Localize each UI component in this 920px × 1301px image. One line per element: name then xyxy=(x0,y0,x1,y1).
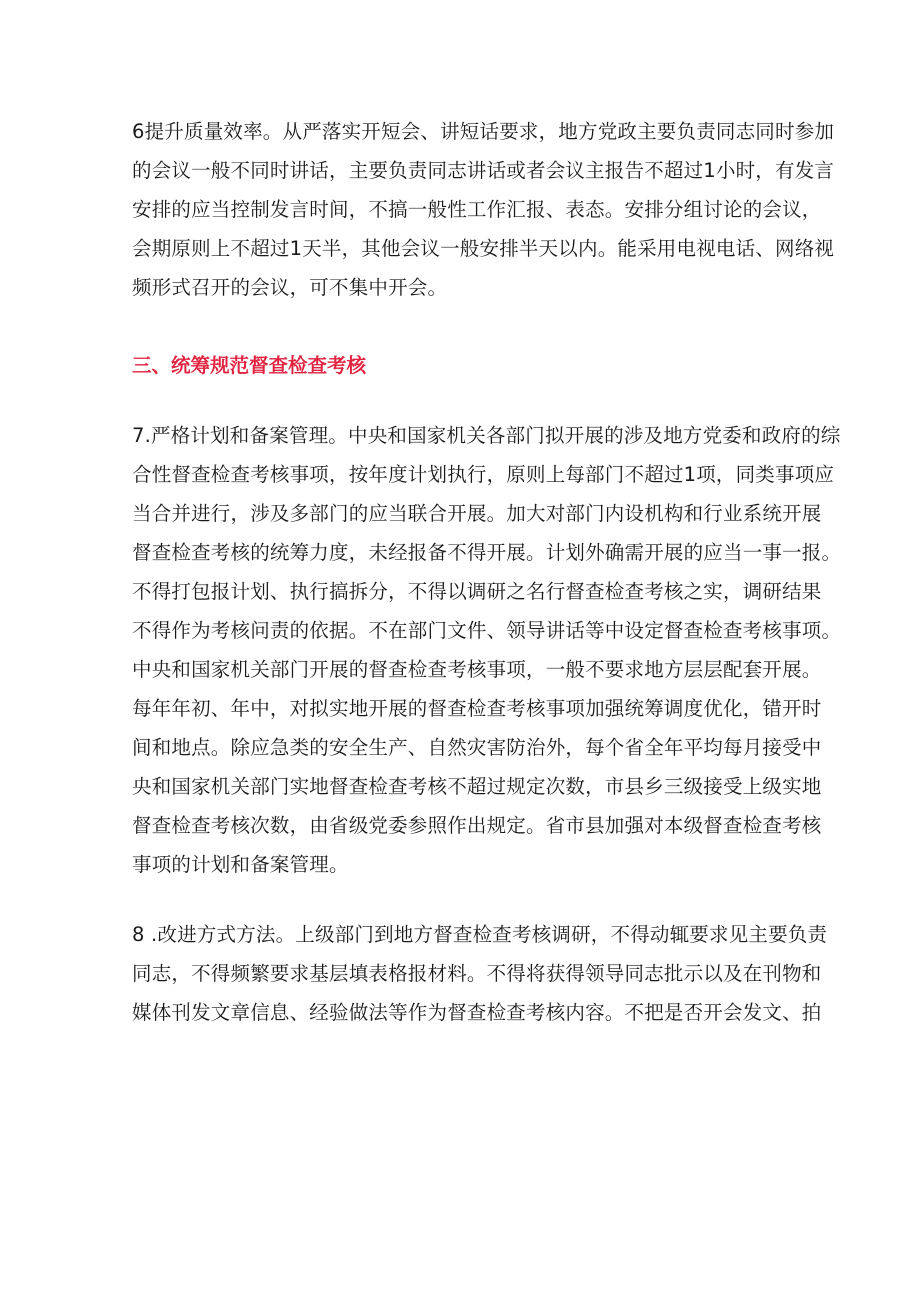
paragraph-line: 间和地点。除应急类的安全生产、自然灾害防治外，每个省全年平均每月接受中 xyxy=(132,736,822,759)
paragraph-line: 8 .改进方式方法。上级部门到地方督查检查考核调研，不得动辄要求见主要负责 xyxy=(132,923,828,946)
paragraph-6 xyxy=(132,112,835,307)
paragraph-line: 频形式召开的会议，可不集中开会。 xyxy=(132,276,448,299)
paragraph-line: 合性督查检查考核事项，按年度计划执行，原则上每部门不超过1项，同类事项应 xyxy=(132,463,835,486)
paragraph-line: 督查检查考核次数，由省级党委参照作出规定。省市县加强对本级督查检查考核 xyxy=(132,814,822,837)
paragraph-line: 督查检查考核的统筹力度，未经报备不得开展。计划外确需开展的应当一事一报。 xyxy=(132,541,842,564)
paragraph-line: 会期原则上不超过1天半，其他会议一般安排半天以内。能采用电视电话、网络视 xyxy=(132,237,835,260)
paragraph-line: 中央和国家机关部门开展的督查检查考核事项，一般不要求地方层层配套开展。 xyxy=(132,658,822,681)
paragraph-line: 不得作为考核问责的依据。不在部门文件、领导讲话等中设定督查检查考核事项。 xyxy=(132,619,842,642)
paragraph-line: 当合并进行，涉及多部门的应当联合开展。加大对部门内设机构和行业系统开展 xyxy=(132,502,822,525)
paragraph-line: 同志，不得频繁要求基层填表格报材料。不得将获得领导同志批示以及在刊物和 xyxy=(132,962,822,985)
paragraph-line: 安排的应当控制发言时间，不搞一般性工作汇报、表态。安排分组讨论的会议， xyxy=(132,198,822,221)
paragraph-line: 每年年初、年中，对拟实地开展的督查检查考核事项加强统筹调度优化，错开时 xyxy=(132,697,822,720)
paragraph-line: 事项的计划和备案管理。 xyxy=(132,853,349,876)
paragraph-line: 媒体刊发文章信息、经验做法等作为督查检查考核内容。不把是否开会发文、拍 xyxy=(132,1001,822,1024)
paragraph-line: 的会议一般不同时讲话，主要负责同志讲话或者会议主报告不超过1小时，有发言 xyxy=(132,159,835,182)
section-heading: 三、统筹规范督查检查考核 xyxy=(132,354,367,377)
paragraph-line: 央和国家机关部门实地督查检查考核不超过规定次数，市县乡三级接受上级实地 xyxy=(132,775,822,798)
document-body xyxy=(132,112,842,1032)
paragraph-line: 7.严格计划和备案管理。中央和国家机关各部门拟开展的涉及地方党委和政府的综 xyxy=(132,424,841,447)
paragraph-8 xyxy=(132,915,828,1032)
paragraph-line: 6提升质量效率。从严落实开短会、讲短话要求，地方党政主要负责同志同时参加 xyxy=(132,120,835,143)
paragraph-7 xyxy=(132,416,842,884)
paragraph-line: 不得打包报计划、执行搞拆分，不得以调研之名行督查检查考核之实，调研结果 xyxy=(132,580,822,603)
